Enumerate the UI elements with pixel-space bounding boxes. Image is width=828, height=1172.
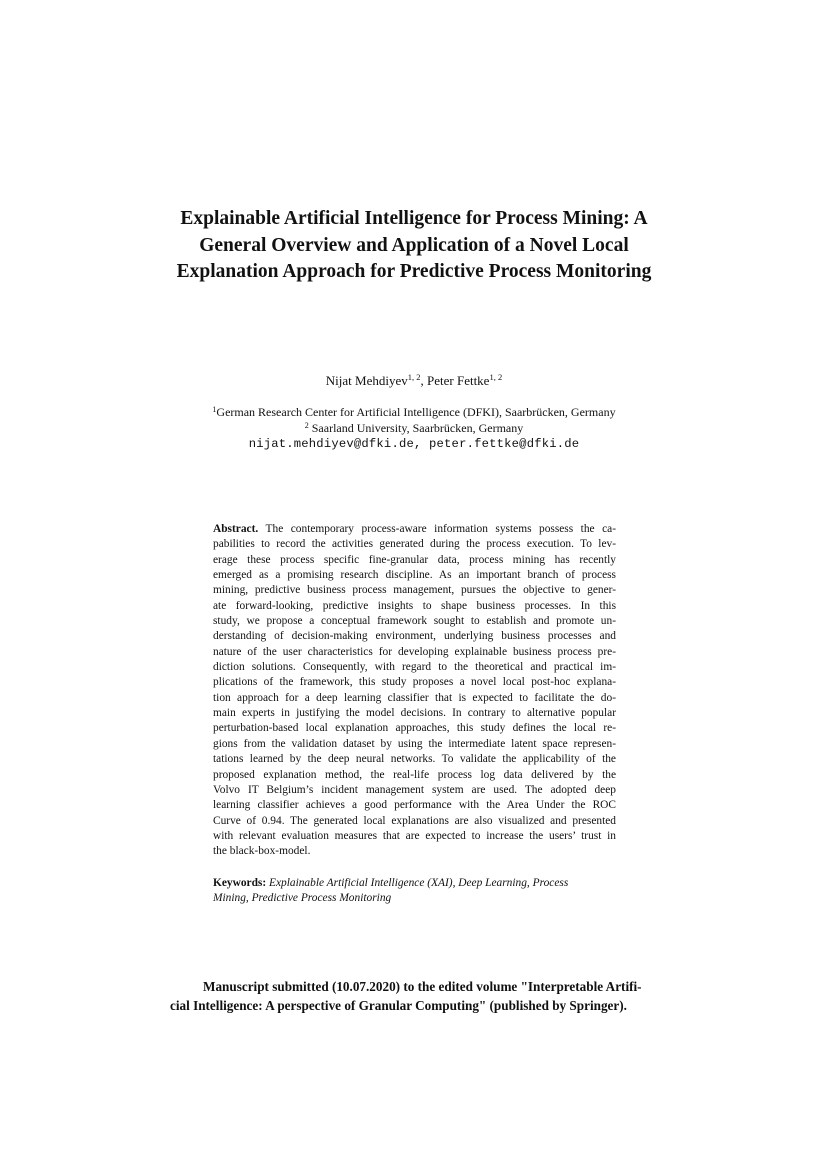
- abstract-line: learning classifier achieves a good performance with the Area Under the ROC: [213, 799, 616, 812]
- abstract-line: the black-box-model.: [213, 845, 311, 858]
- submission-note-line: Manuscript submitted (10.07.2020) to the edited volume "Interpretable Artifi-: [203, 979, 642, 994]
- abstract-line: proposed explanation method, the real-life process log data delivered by the: [213, 768, 616, 781]
- title-line: Explanation Approach for Predictive Process Monitoring: [176, 261, 652, 282]
- abstract-line: [213, 522, 616, 537]
- abstract-line: derstanding of decision-making environment, underlying business processes and: [213, 630, 616, 643]
- abstract-line: main experts in justifying the model decisions. In contrary to alternative popular: [213, 707, 616, 720]
- abstract: [213, 522, 616, 860]
- author-affiliation-marker: 1, 2: [489, 372, 503, 382]
- abstract-text: The contemporary process-aware information systems possess the ca-: [258, 523, 616, 535]
- keywords-text: Explainable Artificial Intelligence (XAI), Deep Learning, Process: [266, 877, 569, 889]
- affiliation-line: [0, 420, 828, 436]
- abstract-line: pabilities to record the activities generated during the process execution. To lev-: [213, 538, 616, 551]
- affiliation-line: [0, 404, 828, 420]
- abstract-line: plications of the framework, this study proposes a novel local post-hoc explana-: [213, 676, 616, 689]
- abstract-line: with relevant evaluation measures that are expected to increase the users’ trust in: [213, 829, 616, 842]
- keywords: [213, 876, 616, 907]
- abstract-line: emerged as a promising research discipline. As an important branch of process: [213, 569, 616, 582]
- affiliation-marker: 1: [212, 405, 217, 414]
- abstract-line: diction solutions. Consequently, with regard to the theoretical and practical im-: [213, 661, 616, 674]
- affiliation-text: German Research Center for Artificial Intelligence (DFKI), Saarbrücken, Germany: [216, 405, 616, 419]
- abstract-line: tations learned by the deep neural networks. To validate the applicability of the: [213, 753, 616, 766]
- affiliation-text: Saarland University, Saarbrücken, Germany: [308, 421, 524, 435]
- keywords-line: [213, 891, 616, 906]
- abstract-line: Curve of 0.94. The generated local explanations are also visualized and presented: [213, 814, 616, 827]
- abstract-line: Volvo IT Belgium’s incident management system are used. The adopted deep: [213, 783, 616, 796]
- paper-title: [150, 206, 678, 286]
- author-affiliation-marker: 1, 2: [407, 372, 421, 382]
- author-separator: ,: [420, 373, 427, 388]
- title-line: General Overview and Application of a Novel Local: [199, 234, 629, 256]
- abstract-line: perturbation-based local explanation approaches, this study defines the local re-: [213, 722, 616, 735]
- abstract-line: tion approach for a deep learning classifier that is expected to facilitate the do-: [213, 691, 616, 704]
- abstract-line: erage these process specific fine-granular data, process mining has recently: [213, 553, 616, 566]
- abstract-line: gions from the validation dataset by using the intermediate latent space represen-: [213, 737, 616, 750]
- keywords-label: Keywords:: [213, 877, 267, 889]
- submission-note: [150, 978, 678, 1015]
- abstract-label: Abstract.: [213, 523, 259, 535]
- author-list: [0, 372, 828, 390]
- abstract-line: ate forward-looking, predictive insights to shape business processes. In this: [213, 599, 616, 612]
- author-name: Peter Fettke: [427, 373, 490, 388]
- affiliations: [0, 404, 828, 452]
- author-name: Nijat Mehdiyev: [325, 373, 408, 388]
- abstract-line: nature of the user characteristics for developing explainable business process pre-: [213, 645, 616, 658]
- author-emails: nijat.mehdiyev@dfki.de, peter.fettke@dfki.de: [248, 437, 580, 451]
- keywords-line: [213, 876, 616, 891]
- submission-note-line: cial Intelligence: A perspective of Granular Computing" (published by Springer).: [170, 997, 627, 1013]
- title-line: Explainable Artificial Intelligence for Process Mining: A: [180, 208, 648, 229]
- keywords-text: Mining, Predictive Process Monitoring: [213, 892, 392, 905]
- affiliation-marker: 2: [304, 421, 309, 430]
- abstract-line: mining, predictive business process management, pursues the objective to gener-: [213, 584, 616, 597]
- abstract-line: study, we propose a conceptual framework sought to establish and promote un-: [213, 615, 616, 628]
